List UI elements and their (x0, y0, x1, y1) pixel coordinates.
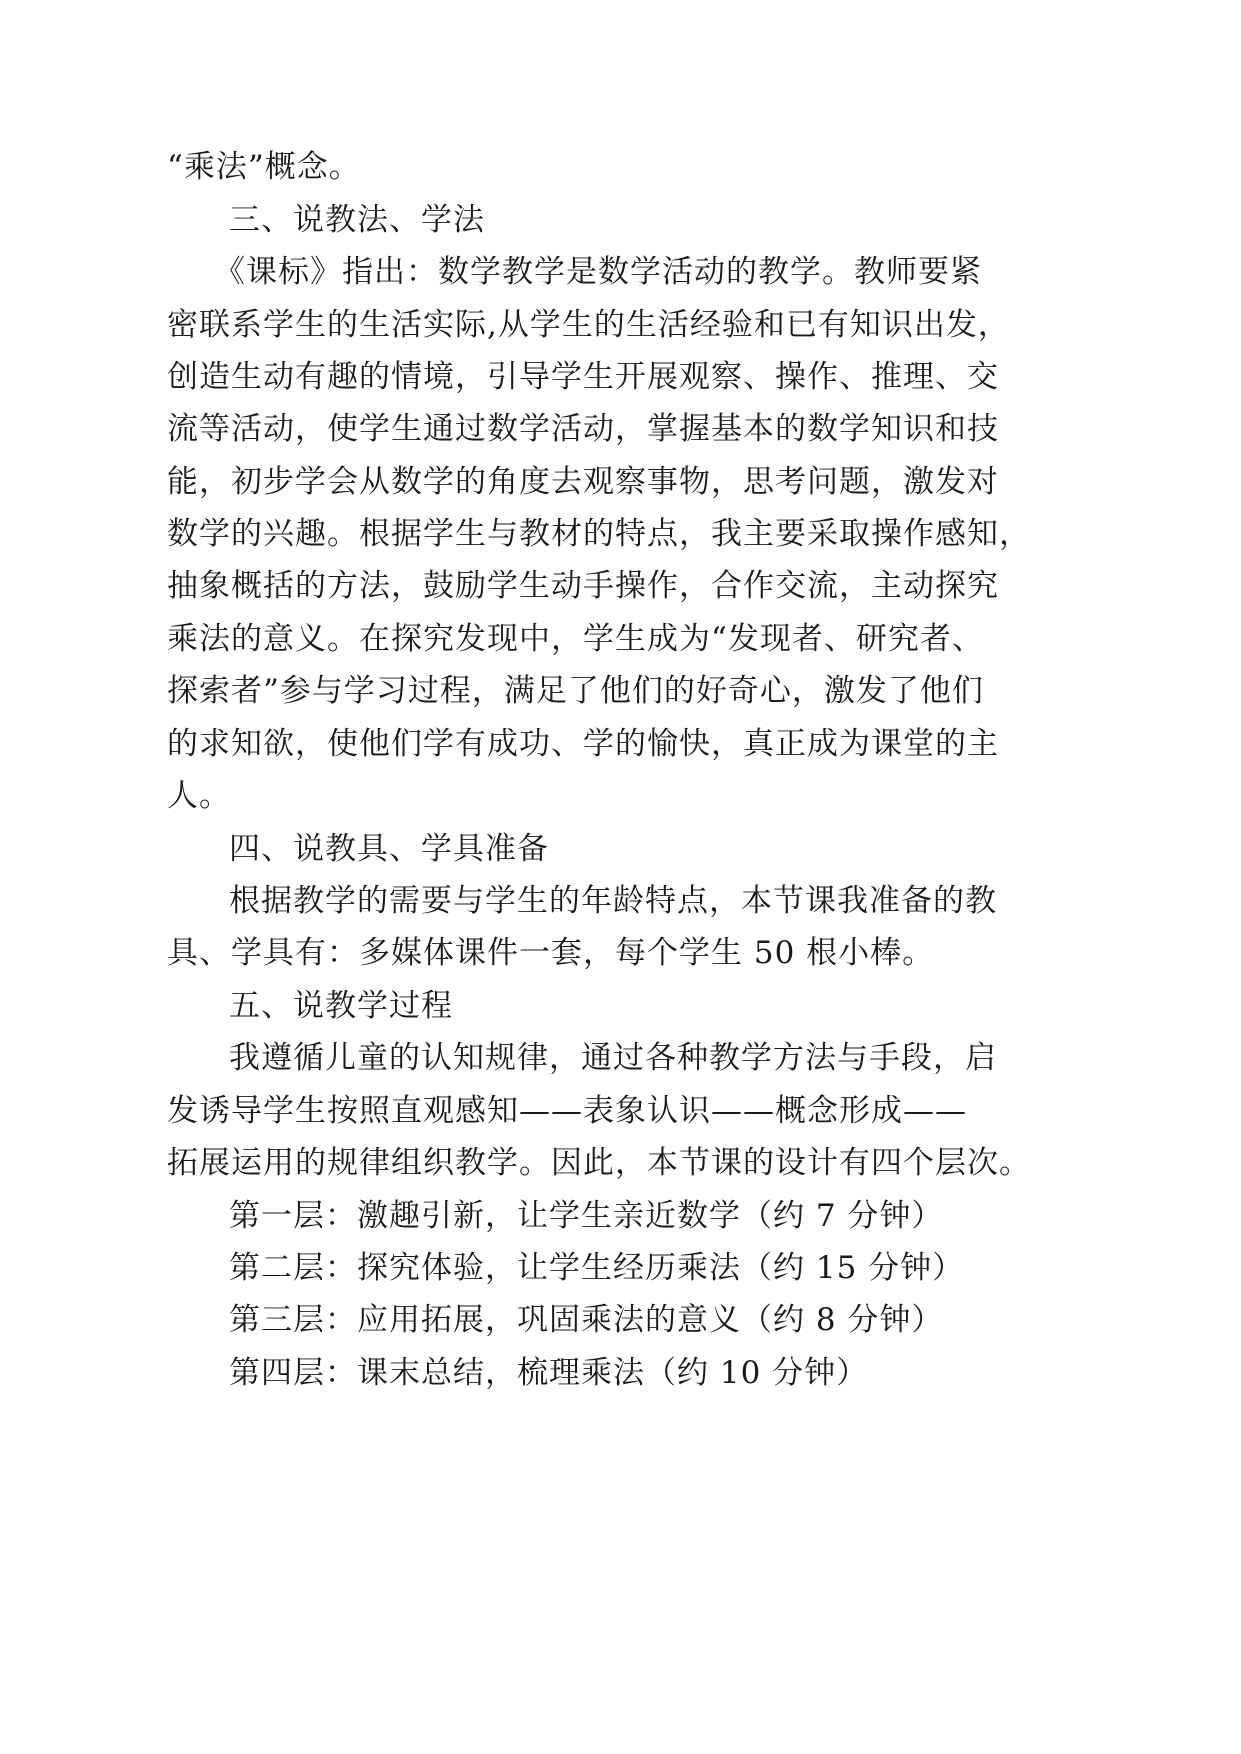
text-line (0, 462, 1241, 502)
line-text: 根据教学的需要与学生的年龄特点，本节课我准备的教 (229, 883, 997, 919)
line-text: 探索者”参与学习过程，满足了他们的好奇心，激发了他们 (167, 673, 984, 709)
line-text: 四、说教具、学具准备 (229, 831, 549, 867)
text-line (0, 619, 1241, 659)
line-text: 发诱导学生按照直观感知——表象认识——概念形成—— (167, 1093, 967, 1129)
text-line (0, 1091, 1241, 1131)
line-text: 拓展运用的规律组织教学。因此，本节课的设计有四个层次。 (167, 1145, 1031, 1181)
line-text: 能，初步学会从数学的角度去观察事物，思考问题，激发对 (167, 464, 999, 500)
line-text: 第三层：应用拓展，巩固乘法的意义（约 8 分钟） (229, 1302, 944, 1338)
text-line (0, 147, 1241, 187)
text-line (0, 514, 1241, 554)
layer-item-3 (0, 1300, 1241, 1340)
line-text: 具、学具有：多媒体课件一套，每个学生 50 根小棒。 (167, 935, 935, 971)
layer-item-4 (0, 1353, 1241, 1393)
text-line (0, 252, 1241, 292)
text-line (0, 1038, 1241, 1078)
line-text: 的求知欲，使他们学有成功、学的愉快，真正成为课堂的主 (167, 726, 999, 762)
line-text: 第二层：探究体验，让学生经历乘法（约 15 分钟） (229, 1250, 965, 1286)
line-text: 我遵循儿童的认知规律，通过各种教学方法与手段，启 (229, 1040, 997, 1076)
section-heading-teaching-process (0, 986, 1241, 1026)
text-line (0, 1143, 1241, 1183)
line-text: 人。 (167, 778, 231, 814)
line-text: 三、说教法、学法 (229, 202, 485, 238)
text-line (0, 933, 1241, 973)
line-text: 数学的兴趣。根据学生与教材的特点，我主要采取操作感知， (167, 516, 1031, 552)
text-line (0, 357, 1241, 397)
text-line (0, 305, 1241, 345)
text-line (0, 881, 1241, 921)
line-text: 第四层：课末总结，梳理乘法（约 10 分钟） (229, 1355, 869, 1391)
layer-item-2 (0, 1248, 1241, 1288)
line-text: 《课标》指出：数学教学是数学活动的教学。教师要紧 (214, 254, 982, 290)
text-line (0, 409, 1241, 449)
line-text: 乘法的意义。在探究发现中，学生成为“发现者、研究者、 (167, 621, 984, 657)
line-text: 五、说教学过程 (229, 988, 453, 1024)
text-line (0, 566, 1241, 606)
line-text: 创造生动有趣的情境，引导学生开展观察、操作、推理、交 (167, 359, 999, 395)
line-text: 流等活动，使学生通过数学活动，掌握基本的数学知识和技 (167, 411, 999, 447)
section-heading-teaching-aids (0, 829, 1241, 869)
line-text: 抽象概括的方法，鼓励学生动手操作，合作交流，主动探究 (167, 568, 999, 604)
line-text: “乘法”概念。 (167, 149, 361, 185)
text-line (0, 776, 1241, 816)
line-text: 第一层：激趣引新，让学生亲近数学（约 7 分钟） (229, 1198, 944, 1234)
text-line (0, 724, 1241, 764)
text-line (0, 671, 1241, 711)
line-text: 密联系学生的生活实际,从学生的生活经验和已有知识出发， (167, 307, 1010, 343)
section-heading-teaching-methods (0, 200, 1241, 240)
layer-item-1 (0, 1196, 1241, 1236)
